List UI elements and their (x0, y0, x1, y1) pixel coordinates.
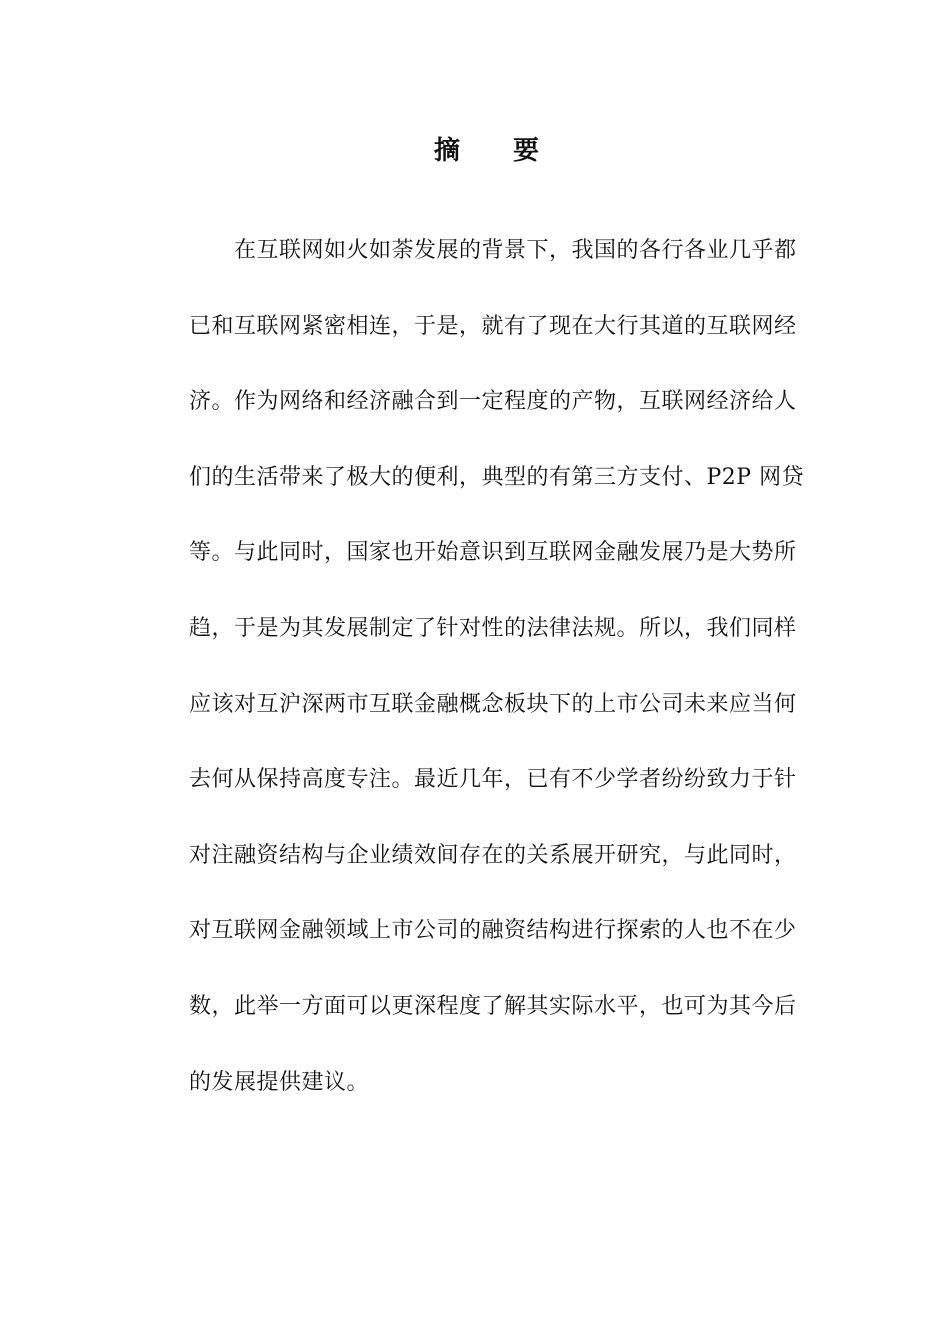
abstract-line: 等。与此同时，国家也开始意识到互联网金融发展乃是大势所 (189, 540, 797, 566)
abstract-line: 的发展提供建议。 (189, 1069, 370, 1095)
abstract-body (189, 226, 805, 1133)
abstract-line: 应该对互沪深两市互联金融概念板块下的上市公司未来应当何 (189, 691, 797, 717)
abstract-line: 在互联网如火如荼发展的背景下，我国的各行各业几乎都 (234, 238, 797, 263)
abstract-line: 们的生活带来了极大的便利，典型的有第三方支付、P2P 网贷 (189, 464, 805, 490)
abstract-line: 济。作为网络和经济融合到一定程度的产物，互联网经济给人 (189, 389, 797, 415)
abstract-line: 趋，于是为其发展制定了针对性的法律法规。所以，我们同样 (189, 615, 797, 641)
abstract-line: 数，此举一方面可以更深程度了解其实际水平，也可为其今后 (189, 993, 797, 1019)
abstract-line: 对互联网金融领域上市公司的融资结构进行探索的人也不在少 (189, 918, 797, 944)
abstract-line: 对注融资结构与企业绩效间存在的关系展开研究，与此同时， (189, 842, 797, 868)
abstract-line: 已和互联网紧密相连，于是，就有了现在大行其道的互联网经 (189, 313, 797, 339)
abstract-line: 去何从保持高度专注。最近几年，已有不少学者纷纷致力于针 (189, 767, 797, 793)
abstract-title: 摘 要 (433, 136, 562, 166)
